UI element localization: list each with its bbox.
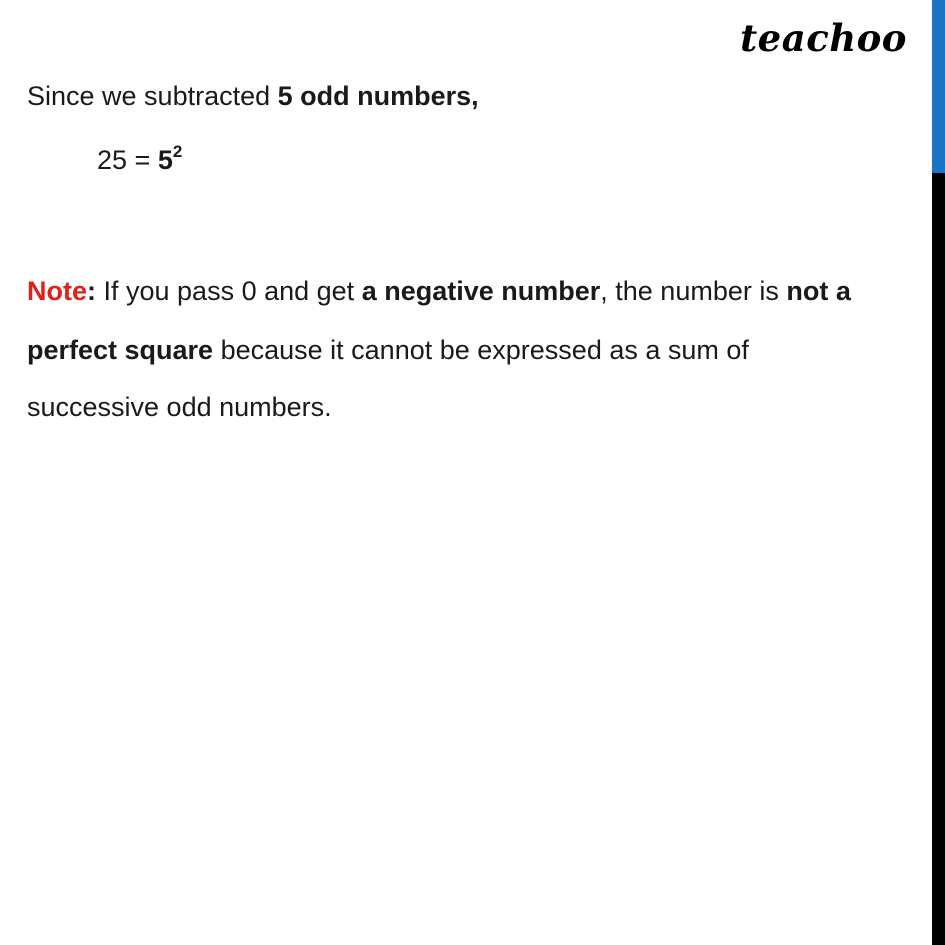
- note-text-3: because it cannot be expressed as a sum of: [213, 335, 749, 365]
- note-label: Note: [27, 276, 87, 306]
- note-bold-3: perfect square: [27, 335, 214, 365]
- note-bold-1: a negative number: [361, 276, 601, 306]
- equation-lhs: 25 =: [97, 145, 158, 175]
- note-line-3: [27, 389, 332, 425]
- right-sidebar-bar: [932, 0, 945, 945]
- note-bold-2: not a: [786, 276, 851, 306]
- teachoo-logo: teachoo: [740, 16, 907, 60]
- text-line-subtracted: [27, 78, 479, 114]
- note-text-4: successive odd numbers.: [27, 392, 332, 422]
- sidebar-accent-bar: [932, 0, 945, 173]
- line1-text: Since we subtracted: [27, 81, 278, 111]
- note-line-1: [27, 273, 851, 309]
- note-text-2: , the number is: [600, 276, 787, 306]
- equation-exponent: [173, 142, 182, 161]
- note-text-1: If you pass 0 and get: [96, 276, 362, 306]
- note-colon: :: [87, 276, 96, 306]
- line1-bold: 5 odd numbers,: [277, 81, 479, 111]
- note-line-2: [27, 332, 749, 368]
- equation-base: 5: [157, 145, 173, 175]
- exponent-value: 2: [172, 142, 183, 161]
- equation-line: [97, 142, 182, 178]
